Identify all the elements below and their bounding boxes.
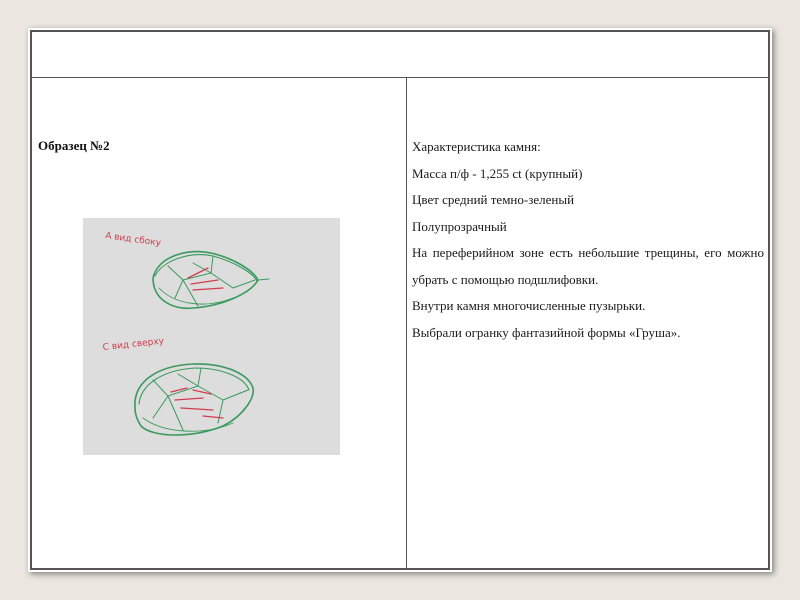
- description-cell: [407, 78, 768, 570]
- description-color: Цвет средний темно-зеленый: [412, 192, 575, 207]
- sketch-note-bottom: С вид сверху: [102, 336, 165, 353]
- description-cracks: На переферийном зоне есть небольшие трещины, его можно убрать с помощью подшлифовки.: [412, 245, 764, 287]
- sketch-note-top: А вид сбоку: [104, 231, 162, 249]
- sample-cell: [32, 78, 407, 570]
- gem-sketch-drawing: [83, 218, 340, 455]
- table-header-row: [32, 32, 768, 78]
- description-heading: Характеристика камня:: [412, 139, 541, 154]
- description-mass: Масса п/ф - 1,255 ct (крупный): [412, 165, 583, 181]
- sample-title: Образец №2: [38, 138, 110, 153]
- stone-description: [412, 134, 764, 346]
- gem-top-view: [135, 364, 253, 435]
- description-cut: Выбрали огранку фантазийной формы «Груша».: [412, 324, 681, 340]
- description-inclusions: Внутри камня многочисленные пузырьки.: [412, 298, 646, 313]
- gem-sketch-image: [83, 218, 340, 455]
- description-transparency: Полупрозрачный: [412, 218, 507, 234]
- gem-side-view: [153, 252, 269, 309]
- sample-table: [30, 30, 770, 570]
